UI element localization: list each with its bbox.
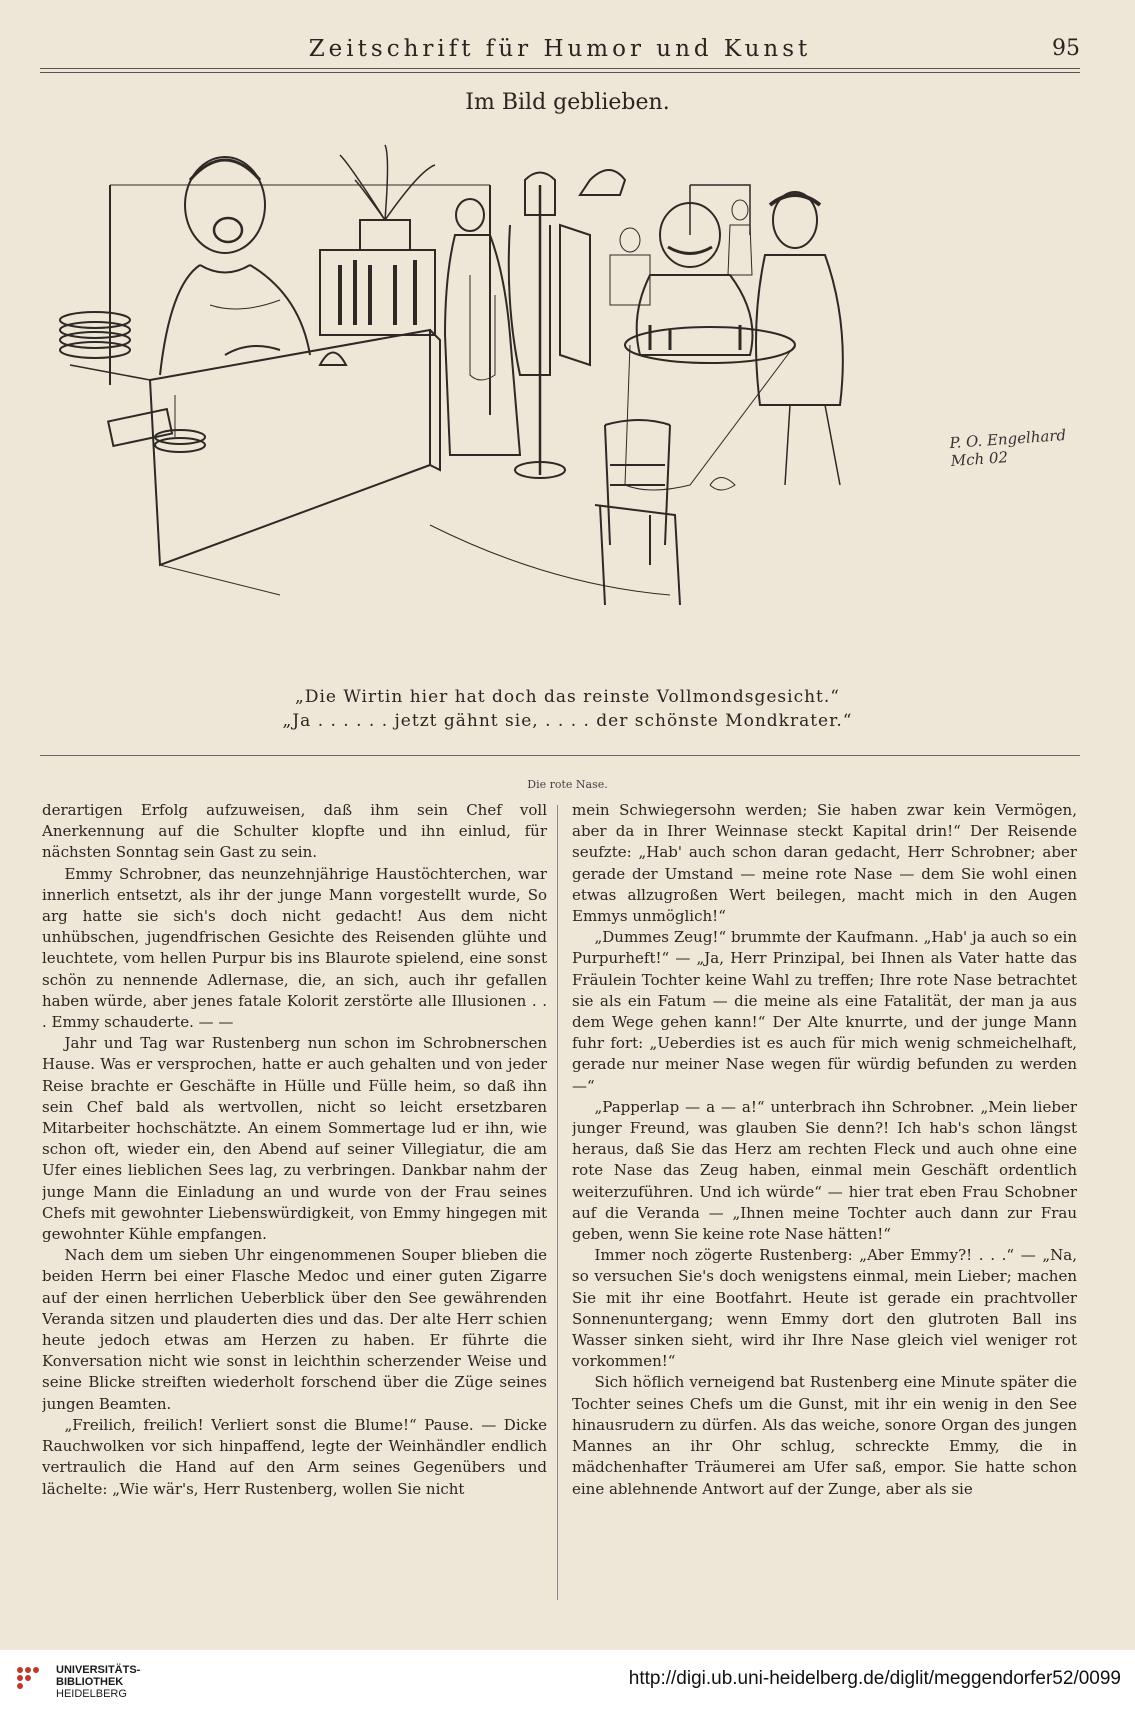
page-header (40, 28, 1080, 69)
page-number: 95 (1052, 36, 1080, 61)
paragraph: „Freilich, freilich! Verliert sonst die Blume!“ Pause. — Dicke Rauchwolken vor sich hinpaffend, legte der Weinhändler endlich vertraulich die Hand auf den Arm seines Gegenübers und lächelte: „Wie wär's, Herr Rustenberg, wollen Sie nicht (42, 1415, 547, 1498)
source-url-link[interactable]: http://digi.ub.uni-heidelberg.de/diglit/meggendorfer52/0099 (628, 1668, 1121, 1689)
paragraph: Sich höflich verneigend bat Rustenberg eine Minute später die Tochter seines Chefs um die Gunst, mit ihr ein wenig in den See hinausrudern zu dürfen. Als das weiche, sonore Organ des jungen Mannes an ihr Ohr schlug, schreckte Emmy, die in mädchenhafter Träumerei am Ufer saß, empor. Sie hatte schon eine ablehnende Antwort auf der Zunge, aber als sie (572, 1373, 1077, 1498)
artist-signature: P. O. Engelhard Mch 02 (948, 425, 1067, 471)
caption-line: „Die Wirtin hier hat doch das reinste Vollmondsgesicht.“ (295, 687, 840, 707)
illustration (50, 125, 1080, 670)
paragraph: Nach dem um sieben Uhr eingenommenen Souper blieben die beiden Herrn bei einer Flasche Medoc und einer guten Zigarre auf der einen herrlichen Ueberblick über den See gewährenden Veranda sitzen und plauderten dies und das. Der alte Herr schien heute jedoch etwas am Herzen zu haben. Er führte die Konversation nicht wie sonst in leichthin scherzender Weise und seine Blicke streiften wiederholt forschend über die Züge seines jungen Beamten. (42, 1246, 547, 1413)
illustration-title: Im Bild geblieben. (465, 90, 670, 115)
paragraph: „Dummes Zeug!“ brummte der Kaufmann. „Hab' ja auch so ein Purpurheft!“ — „Ja, Herr Prinzipal, bei Ihnen als Vater hatte das Fräulein Tochter keine Wahl zu treffen; Ihre rote Nase betrachtet sie als ein Fatum — die meine als eine Fatalität, der man ja aus dem Wege gehen kann!“ Der Alte knurrte, und der junge Mann fuhr fort: „Ueberdies ist es auch für mich wenig schmeichelhaft, gerade nur meiner Nase wegen für würdig befunden zu werden —“ (572, 928, 1077, 1095)
journal-title: Zeitschrift für Humor und Kunst (308, 36, 812, 62)
paragraph: derartigen Erfolg aufzuweisen, daß ihm sein Chef voll Anerkennung auf die Schulter klopfte und ihn einlud, für nächsten Sonntag sein Gast zu sein. (42, 801, 547, 862)
section-divider (40, 755, 1080, 756)
caption-line: „Ja . . . . . . jetzt gähnt sie, . . . . der schönste Mondkrater.“ (282, 711, 853, 731)
paragraph: Immer noch zögerte Rustenberg: „Aber Emmy?! . . .“ — „Na, so versuchen Sie's doch wenigstens einmal, mein Lieber; machen Sie mit ihr eine Bootfahrt. Heute ist gerade ein prachtvoller Sonnenuntergang; wenn Emmy dort den glutroten Ball ins Wasser sinken sieht, wird ihr Ihre Nase gleich viel weniger rot vorkommen!“ (572, 1246, 1077, 1371)
column-divider (557, 805, 558, 1600)
paragraph: mein Schwiegersohn werden; Sie haben zwar kein Vermögen, aber da in Ihrer Weinnase steckt Kapital drin!“ Der Reisende seufzte: „Hab' auch schon daran gedacht, Herr Schrobner; aber gerade der Umstand — meine rote Nase — dem Sie wohl einen etwas allzugroßen Wert beilegen, macht mich in den Augen Emmys unmöglich!“ (572, 801, 1077, 926)
library-logo-icon (14, 1664, 48, 1698)
viewer-footer (0, 1650, 1135, 1710)
header-divider (40, 72, 1080, 73)
story-title: Die rote Nase. (527, 778, 608, 791)
illustration-caption (0, 685, 1135, 733)
library-name: UNIVERSITÄTS- BIBLIOTHEK HEIDELBERG (56, 1664, 141, 1700)
text-column-right (572, 800, 1077, 1600)
paragraph: Emmy Schrobner, das neunzehnjährige Haustöchterchen, war innerlich entsetzt, als ihr der junge Mann vorgestellt wurde, So arg hatte sie sich's doch nicht gedacht! Aus dem nicht unhübschen, jugendfrischen Gesichte des Reisenden glühte und leuchtete, vom hellen Purpur bis ins Blaurote spielend, eine sonst schön zu nennende Adlernase, die, an sich, auch ihr gefallen haben würde, aber jenes fatale Kolorit zerstörte alle Illusionen . . . Emmy schauderte. — — (42, 864, 547, 1032)
paragraph: Jahr und Tag war Rustenberg nun schon im Schrobnerschen Hause. Was er versprochen, hatte er auch gehalten und von jeder Reise brachte er Geschäfte in Hülle und Fülle heim, so daß ihn sein Chef bald als wertvollen, nicht so leicht ersetzbaren Mitarbeiter hochschätzte. An einem Sommertage lud er ihn, wie schon oft, wieder ein, den Abend auf seiner Villegiatur, die am Ufer eines lieblichen Sees lag, zu verbringen. Dankbar nahm der junge Mann die Einladung an und wurde von der Frau seines Chefs mit gewohnter Liebenswürdigkeit, von Emmy hingegen mit gewohnter Kühle empfangen. (42, 1034, 547, 1244)
paragraph: „Papperlap — a — a!“ unterbrach ihn Schrobner. „Mein lieber junger Freund, was glauben Sie denn?! Ich hab's schon längst heraus, daß Sie das Herz am rechten Fleck und auch ohne eine rote Nase das Zeug haben, einmal mein Geschäft ordentlich weiterzuführen. Und ich würde“ — hier trat eben Frau Schobner auf die Veranda — „Ihnen meine Tochter auch dann zur Frau geben, wenn Sie keine rote Nase hätten!“ (572, 1097, 1077, 1244)
text-column-left (42, 800, 547, 1600)
